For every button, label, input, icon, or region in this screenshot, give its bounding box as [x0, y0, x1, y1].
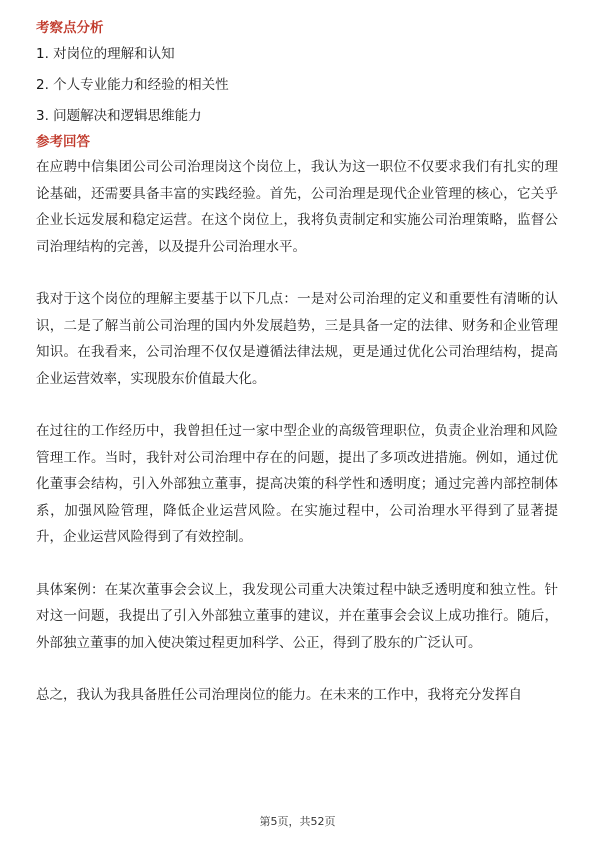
answer-paragraph: 在过往的工作经历中，我曾担任过一家中型企业的高级管理职位，负责企业治理和风险管理工作。当时，我针对公司治理中存在的问题，提出了多项改进措施。例如，通过优化董事会结构，引入外部独立董事，提高决策的科学性和透明度；通过完善内部控制体系，加强风险管理，降低企业运营风险。在实施过程中，公司治理水平得到了显著提升，企业运营风险得到了有效控制。 [36, 423, 558, 545]
analysis-list [36, 44, 558, 126]
analysis-item: 3. 问题解决和逻辑思维能力 [36, 108, 202, 124]
answer-paragraph: 具体案例：在某次董事会会议上，我发现公司重大决策过程中缺乏透明度和独立性。针对这一问题，我提出了引入外部独立董事的建议，并在董事会会议上成功推行。随后，外部独立董事的加入使决策过程更加科学、公正，得到了股东的广泛认可。 [36, 581, 558, 651]
answer-paragraph: 在应聘中信集团公司公司治理岗这个岗位上，我认为这一职位不仅要求我们有扎实的理论基础，还需要具备丰富的实践经验。首先，公司治理是现代企业管理的核心，它关乎企业长远发展和稳定运营。在这个岗位上，我将负责制定和实施公司治理策略，监督公司治理结构的完善，以及提升公司治理水平。 [36, 159, 558, 255]
answer-heading: 参考回答 [36, 134, 90, 150]
analysis-item: 2. 个人专业能力和经验的相关性 [36, 77, 229, 93]
page-number: 第5页，共52页 [259, 815, 336, 828]
document-page [36, 18, 558, 735]
analysis-item: 1. 对岗位的理解和认知 [36, 46, 175, 62]
analysis-heading: 考察点分析 [36, 20, 104, 36]
answer-paragraph: 我对于这个岗位的理解主要基于以下几点：一是对公司治理的定义和重要性有清晰的认识，二是了解当前公司治理的国内外发展趋势，三是具备一定的法律、财务和企业管理知识。在我看来，公司治理不仅仅是遵循法律法规，更是通过优化公司治理结构，提高企业运营效率，实现股东价值最大化。 [36, 291, 558, 387]
answer-paragraph: 总之，我认为我具备胜任公司治理岗位的能力。在未来的工作中，我将充分发挥自 [36, 687, 522, 703]
